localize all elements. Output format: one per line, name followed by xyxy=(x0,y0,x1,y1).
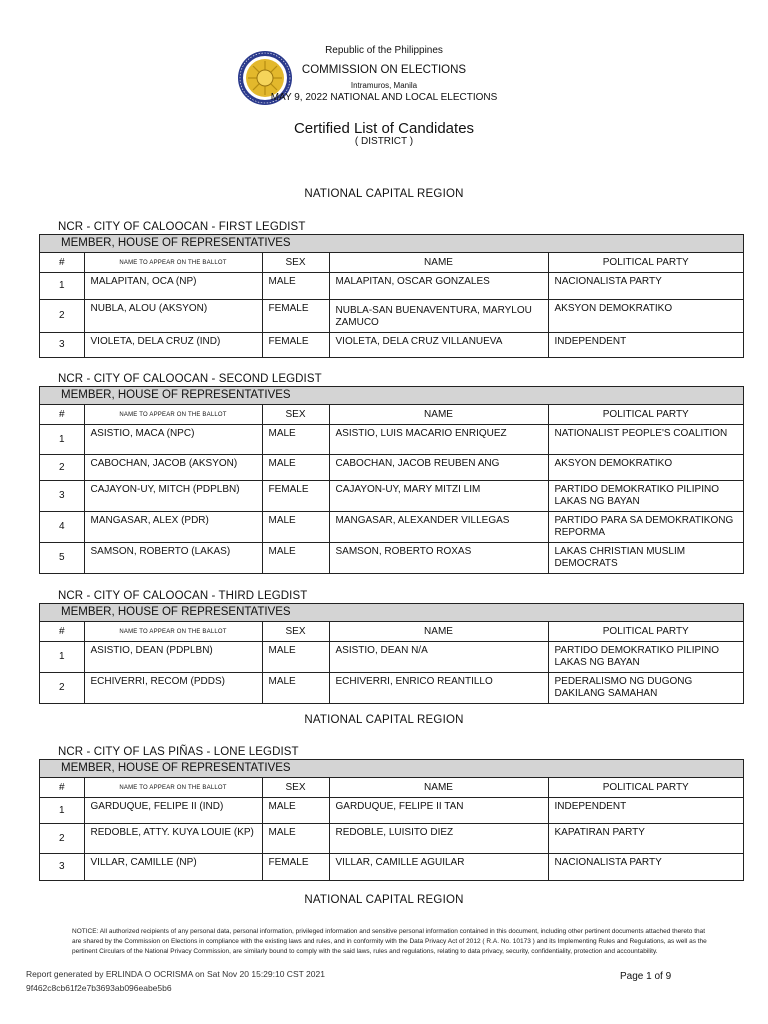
row-name: MALAPITAN, OSCAR GONZALES xyxy=(329,273,548,300)
row-sex: MALE xyxy=(262,512,329,543)
col-header-num: # xyxy=(40,253,84,273)
row-party: AKSYON DEMOKRATIKO xyxy=(548,300,743,333)
row-party: AKSYON DEMOKRATIKO xyxy=(548,455,743,481)
row-party: PARTIDO DEMOKRATIKO PILIPINO LAKAS NG BAYAN xyxy=(548,481,743,512)
row-ballot-name: VILLAR, CAMILLE (NP) xyxy=(84,854,262,880)
table-header-row xyxy=(40,622,743,642)
row-num: 2 xyxy=(40,824,84,854)
table-header-row xyxy=(40,405,743,425)
row-num: 1 xyxy=(40,425,84,455)
row-sex: FEMALE xyxy=(262,300,329,333)
region-heading: NATIONAL CAPITAL REGION xyxy=(304,188,464,200)
row-sex: MALE xyxy=(262,798,329,824)
row-ballot-name: GARDUQUE, FELIPE II (IND) xyxy=(84,798,262,824)
position-header: MEMBER, HOUSE OF REPRESENTATIVES xyxy=(40,760,743,778)
row-name: REDOBLE, LUISITO DIEZ xyxy=(329,824,548,854)
row-party: KAPATIRAN PARTY xyxy=(548,824,743,854)
table-row xyxy=(40,455,743,481)
col-header-num: # xyxy=(40,622,84,642)
row-name: VILLAR, CAMILLE AGUILAR xyxy=(329,854,548,880)
row-name: CABOCHAN, JACOB REUBEN ANG xyxy=(329,455,548,481)
row-num: 3 xyxy=(40,854,84,880)
row-ballot-name: ECHIVERRI, RECOM (PDDS) xyxy=(84,673,262,704)
col-header-name: NAME xyxy=(329,405,548,425)
candidate-table-box xyxy=(39,386,744,574)
candidate-table xyxy=(40,253,743,357)
col-header-party: POLITICAL PARTY xyxy=(548,778,743,798)
location-line: Intramuros, Manila xyxy=(350,81,418,90)
col-header-ballot: NAME TO APPEAR ON THE BALLOT xyxy=(84,778,262,798)
col-header-party: POLITICAL PARTY xyxy=(548,405,743,425)
row-party: PEDERALISMO NG DUGONG DAKILANG SAMAHAN xyxy=(554,676,693,699)
row-name: CAJAYON-UY, MARY MITZI LIM xyxy=(329,481,548,512)
row-ballot-name: ASISTIO, DEAN (PDPLBN) xyxy=(84,642,262,673)
row-sex: FEMALE xyxy=(262,333,329,357)
col-header-party: POLITICAL PARTY xyxy=(548,622,743,642)
row-sex: MALE xyxy=(262,824,329,854)
table-row xyxy=(40,425,743,455)
row-party: NACIONALISTA PARTY xyxy=(554,857,662,868)
page-subtitle: ( DISTRICT ) xyxy=(354,136,414,147)
row-num: 3 xyxy=(40,333,84,357)
table-row xyxy=(40,543,743,574)
row-name: VIOLETA, DELA CRUZ VILLANUEVA xyxy=(329,333,548,357)
row-ballot-name: VIOLETA, DELA CRUZ (IND) xyxy=(84,333,262,357)
row-ballot-name: NUBLA, ALOU (AKSYON) xyxy=(84,300,262,333)
table-row xyxy=(40,673,743,704)
privacy-notice: NOTICE: All authorized recipients of any personal data, personal information, privileged information and sensitive personal information contained in this document, including other pertinent documents attached thereto that are shared by the Commission on Elections in compliance with the existing laws and rules, and in conformity with the Data Privacy Act of 2012 ( R.A. No. 10173 ) and its Implementing Rules and Regulations, as well as the pertinent Circulars of the National Privacy Commission, are similarly bound to comply with the said laws, rules and regulations, relating to data privacy, security, confidentiality, protection and accountability. xyxy=(72,928,707,955)
row-party: INDEPENDENT xyxy=(554,336,627,347)
col-header-ballot: NAME TO APPEAR ON THE BALLOT xyxy=(84,405,262,425)
commission-line: COMMISSION ON ELECTIONS xyxy=(301,64,467,76)
col-header-sex: SEX xyxy=(262,778,329,798)
col-header-party: POLITICAL PARTY xyxy=(548,253,743,273)
district-title: NCR - CITY OF CALOOCAN - SECOND LEGDIST xyxy=(58,373,322,385)
table-row xyxy=(40,273,743,300)
district-title: NCR - CITY OF CALOOCAN - THIRD LEGDIST xyxy=(58,590,308,602)
row-sex: FEMALE xyxy=(262,854,329,880)
position-header: MEMBER, HOUSE OF REPRESENTATIVES xyxy=(40,387,743,405)
row-num: 2 xyxy=(40,673,84,704)
election-line: MAY 9, 2022 NATIONAL AND LOCAL ELECTIONS xyxy=(270,92,498,103)
row-num: 1 xyxy=(40,273,84,300)
document-hash: 9f462c8cb61f2e7b3693ab096eabe5b6 xyxy=(26,983,172,993)
row-sex: MALE xyxy=(262,425,329,455)
candidate-table-box xyxy=(39,234,744,358)
row-sex: FEMALE xyxy=(262,481,329,512)
col-header-ballot: NAME TO APPEAR ON THE BALLOT xyxy=(84,253,262,273)
row-sex: MALE xyxy=(262,673,329,704)
row-name: SAMSON, ROBERTO ROXAS xyxy=(329,543,548,574)
row-name: NUBLA-SAN BUENAVENTURA, MARYLOU ZAMUCO xyxy=(329,300,548,333)
table-row xyxy=(40,333,743,357)
table-row xyxy=(40,798,743,824)
republic-line: Republic of the Philippines xyxy=(325,45,443,56)
row-num: 4 xyxy=(40,512,84,543)
table-header-row xyxy=(40,778,743,798)
row-party: PARTIDO PARA SA DEMOKRATIKONG REPORMA xyxy=(548,512,743,543)
row-num: 1 xyxy=(40,798,84,824)
row-sex: MALE xyxy=(262,642,329,673)
table-row xyxy=(40,642,743,673)
row-name: GARDUQUE, FELIPE II TAN xyxy=(329,798,548,824)
row-ballot-name: CAJAYON-UY, MITCH (PDPLBN) xyxy=(84,481,262,512)
row-party: INDEPENDENT xyxy=(548,798,743,824)
col-header-sex: SEX xyxy=(262,405,329,425)
region-heading: NATIONAL CAPITAL REGION xyxy=(304,714,464,726)
row-name: ECHIVERRI, ENRICO REANTILLO xyxy=(329,673,548,704)
table-row xyxy=(40,854,743,880)
row-num: 5 xyxy=(40,543,84,574)
candidate-table xyxy=(40,778,743,880)
candidate-table xyxy=(40,622,743,703)
row-party: NACIONALISTA PARTY xyxy=(548,273,743,300)
row-num: 1 xyxy=(40,642,84,673)
report-generated-line: Report generated by ERLINDA O OCRISMA on Sat Nov 20 15:29:10 CST 2021 xyxy=(26,969,325,979)
row-num: 3 xyxy=(40,481,84,512)
table-row xyxy=(40,824,743,854)
region-heading: NATIONAL CAPITAL REGION xyxy=(304,894,464,906)
table-header-row xyxy=(40,253,743,273)
row-party: LAKAS CHRISTIAN MUSLIM DEMOCRATS xyxy=(554,546,686,569)
row-sex: MALE xyxy=(262,273,329,300)
row-num: 2 xyxy=(40,455,84,481)
col-header-name: NAME xyxy=(329,253,548,273)
col-header-sex: SEX xyxy=(262,622,329,642)
row-name: ASISTIO, DEAN N/A xyxy=(329,642,548,673)
row-sex: MALE xyxy=(262,455,329,481)
col-header-sex: SEX xyxy=(262,253,329,273)
col-header-ballot: NAME TO APPEAR ON THE BALLOT xyxy=(84,622,262,642)
position-header: MEMBER, HOUSE OF REPRESENTATIVES xyxy=(40,235,743,253)
row-party: NATIONALIST PEOPLE'S COALITION xyxy=(548,425,743,455)
table-row xyxy=(40,512,743,543)
row-name: MANGASAR, ALEXANDER VILLEGAS xyxy=(329,512,548,543)
col-header-num: # xyxy=(40,778,84,798)
row-ballot-name: MANGASAR, ALEX (PDR) xyxy=(84,512,262,543)
col-header-name: NAME xyxy=(329,622,548,642)
row-ballot-name: ASISTIO, MACA (NPC) xyxy=(84,425,262,455)
candidate-table xyxy=(40,405,743,573)
district-title: NCR - CITY OF LAS PIÑAS - LONE LEGDIST xyxy=(58,746,299,758)
row-ballot-name: CABOCHAN, JACOB (AKSYON) xyxy=(84,455,262,481)
col-header-name: NAME xyxy=(329,778,548,798)
row-ballot-name: SAMSON, ROBERTO (LAKAS) xyxy=(84,543,262,574)
candidate-table-box xyxy=(39,603,744,704)
col-header-num: # xyxy=(40,405,84,425)
table-row xyxy=(40,481,743,512)
row-num: 2 xyxy=(40,300,84,333)
table-row xyxy=(40,300,743,333)
candidate-table-box xyxy=(39,759,744,881)
row-ballot-name: REDOBLE, ATTY. KUYA LOUIE (KP) xyxy=(84,824,262,854)
row-ballot-name: MALAPITAN, OCA (NP) xyxy=(84,273,262,300)
row-party: PARTIDO DEMOKRATIKO PILIPINO LAKAS NG BAYAN xyxy=(548,642,743,673)
row-sex: MALE xyxy=(262,543,329,574)
page-title: Certified List of Candidates xyxy=(293,120,475,137)
district-title: NCR - CITY OF CALOOCAN - FIRST LEGDIST xyxy=(58,221,306,233)
position-header: MEMBER, HOUSE OF REPRESENTATIVES xyxy=(40,604,743,622)
row-name: ASISTIO, LUIS MACARIO ENRIQUEZ xyxy=(329,425,548,455)
page-number: Page 1 of 9 xyxy=(620,971,672,982)
